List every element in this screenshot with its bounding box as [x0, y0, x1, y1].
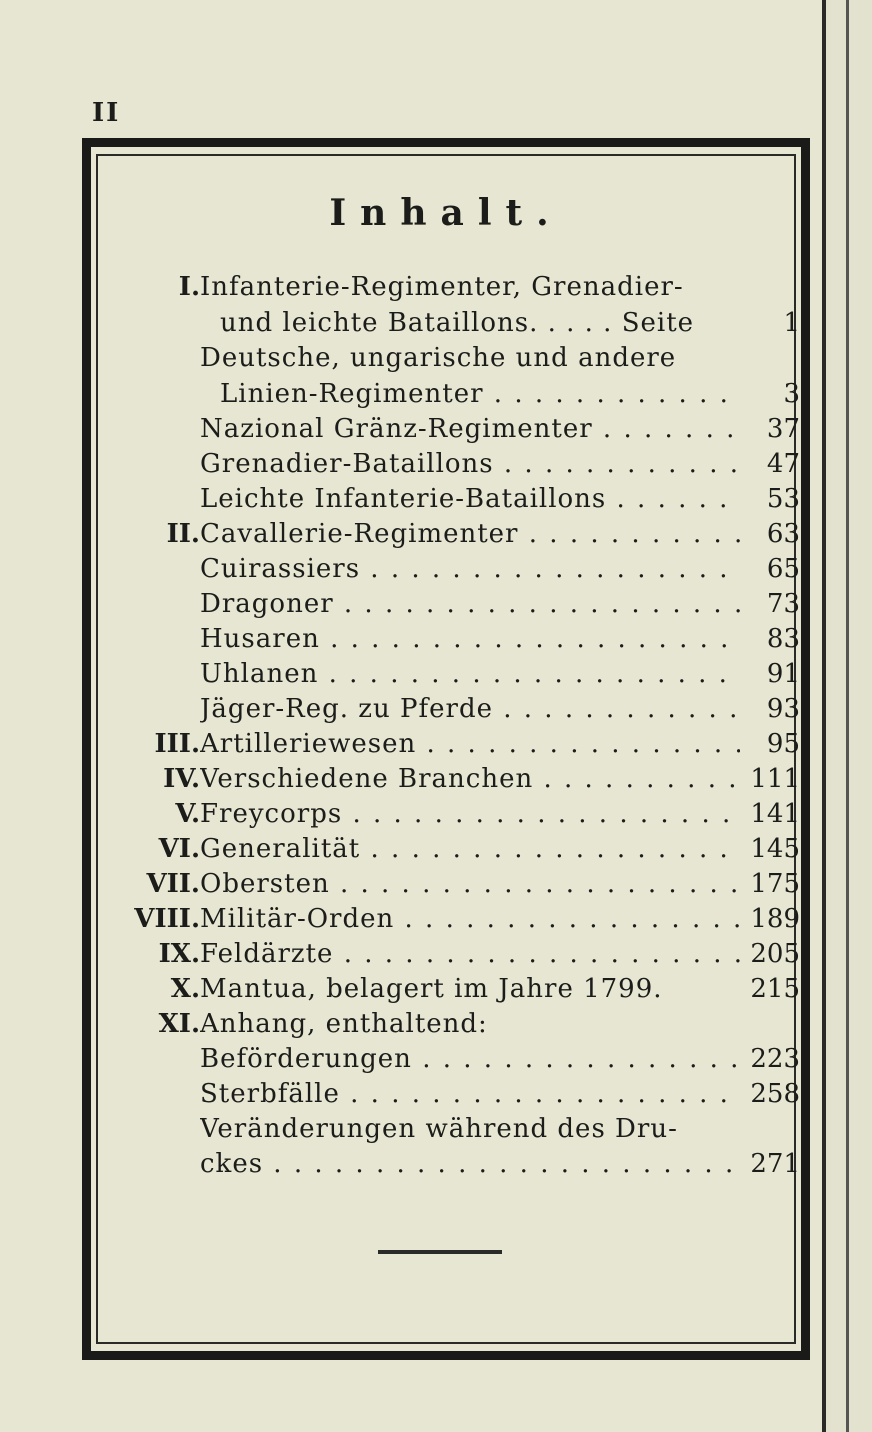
toc-entry-title: und leichte Bataillons. . . . . Seite [220, 308, 695, 338]
toc-section-number: VI. [158, 834, 200, 864]
toc-row [100, 832, 810, 866]
toc-entry-title: Veränderungen während des Dru- [200, 1114, 678, 1144]
toc-entry-title: Verschiedene Branchen . . . [200, 762, 740, 796]
toc-page-number: 223 [750, 1044, 800, 1074]
closing-rule [378, 1250, 502, 1254]
toc-entry-title: Artilleriewesen . . . [200, 727, 740, 761]
toc-row [100, 341, 810, 375]
toc-entry-title: Leichte Infanterie-Bataillons . . . [200, 482, 740, 516]
toc-entry-title: Generalität . . . [200, 832, 740, 866]
toc-section-number: III. [154, 729, 200, 759]
toc-page-number: 175 [750, 869, 800, 899]
toc-entry-title: Dragoner . . . [200, 587, 740, 621]
toc-row [100, 762, 810, 796]
toc-row [100, 412, 810, 446]
toc-row [100, 1042, 810, 1076]
toc-page-number: 65 [766, 554, 800, 584]
toc-page-number: 145 [750, 834, 800, 864]
toc-page-number: 93 [766, 694, 800, 724]
toc-entry-title: Freycorps . . . [200, 797, 740, 831]
toc-page-number: 3 [783, 379, 800, 409]
toc-row [100, 1112, 810, 1146]
toc-row [100, 867, 810, 901]
toc-row [100, 972, 810, 1006]
toc-row [100, 587, 810, 621]
toc-entry-title: Sterbfälle . . . [200, 1077, 740, 1111]
toc-entry-title: Obersten . . . [200, 867, 740, 901]
toc-row [100, 657, 810, 691]
toc-entry-title: Cavallerie-Regimenter . . . [200, 517, 740, 551]
toc-entry-title: Infanterie-Regimenter, Grenadier- [200, 272, 684, 302]
toc-page-number: 205 [750, 939, 800, 969]
page-number: II [92, 98, 121, 128]
toc-row [100, 622, 810, 656]
toc-row [100, 1147, 810, 1181]
toc-page-number: 73 [766, 589, 800, 619]
toc-row [100, 902, 810, 936]
toc-page-number: 215 [750, 974, 800, 1004]
toc-entry-title: Jäger-Reg. zu Pferde . . . [200, 692, 740, 726]
toc-row [100, 517, 810, 551]
toc-row [100, 306, 810, 340]
toc-row [100, 797, 810, 831]
toc-page-number: 63 [766, 519, 800, 549]
toc-page-number: 83 [766, 624, 800, 654]
contents-heading: Inhalt. [329, 192, 563, 234]
toc-page-number: 95 [766, 729, 800, 759]
toc-row [100, 727, 810, 761]
toc-section-number: XI. [158, 1009, 200, 1039]
toc-entry-title: Beförderungen . . . [200, 1042, 740, 1076]
toc-page-number: 47 [766, 449, 800, 479]
toc-page-number: 37 [766, 414, 800, 444]
toc-entry-title: Husaren . . . [200, 622, 740, 656]
toc-entry-title: Linien-Regimenter . . . [220, 377, 740, 411]
toc-entry-title: Anhang, enthaltend: [200, 1009, 488, 1039]
toc-section-number: V. [175, 799, 200, 829]
toc-row [100, 482, 810, 516]
toc-row [100, 270, 810, 304]
toc-entry-title: Uhlanen . . . [200, 657, 740, 691]
toc-page-number: 189 [750, 904, 800, 934]
toc-row [100, 1077, 810, 1111]
toc-section-number: VIII. [134, 904, 200, 934]
toc-row [100, 447, 810, 481]
toc-row [100, 1007, 810, 1041]
toc-entry-title: Grenadier-Bataillons . . . [200, 447, 740, 481]
toc-row [100, 692, 810, 726]
toc-section-number: X. [170, 974, 200, 1004]
toc-row [100, 937, 810, 971]
toc-section-number: II. [166, 519, 200, 549]
toc-row [100, 377, 810, 411]
toc-entry-title: ckes . . . [200, 1147, 740, 1181]
toc-entry-title: Deutsche, ungarische und andere [200, 343, 677, 373]
toc-entry-title: Militär-Orden . . . [200, 902, 740, 936]
toc-row [100, 552, 810, 586]
toc-entry-title: Feldärzte . . . [200, 937, 740, 971]
toc-section-number: IX. [158, 939, 200, 969]
toc-section-number: IV. [163, 764, 200, 794]
toc-entry-title: Mantua, belagert im Jahre 1799. [200, 974, 663, 1004]
toc-page-number: 1 [783, 308, 800, 338]
toc-entry-title: Cuirassiers . . . [200, 552, 740, 586]
toc-entry-title: Nazional Gränz-Regimenter . . . [200, 412, 740, 446]
toc-section-number: I. [178, 272, 200, 302]
toc-section-number: VII. [146, 869, 200, 899]
toc-page-number: 258 [750, 1079, 800, 1109]
toc-page-number: 111 [750, 764, 800, 794]
toc-page-number: 271 [750, 1149, 800, 1179]
toc-page-number: 141 [750, 799, 800, 829]
toc-page-number: 91 [766, 659, 800, 689]
toc-page-number: 53 [766, 484, 800, 514]
